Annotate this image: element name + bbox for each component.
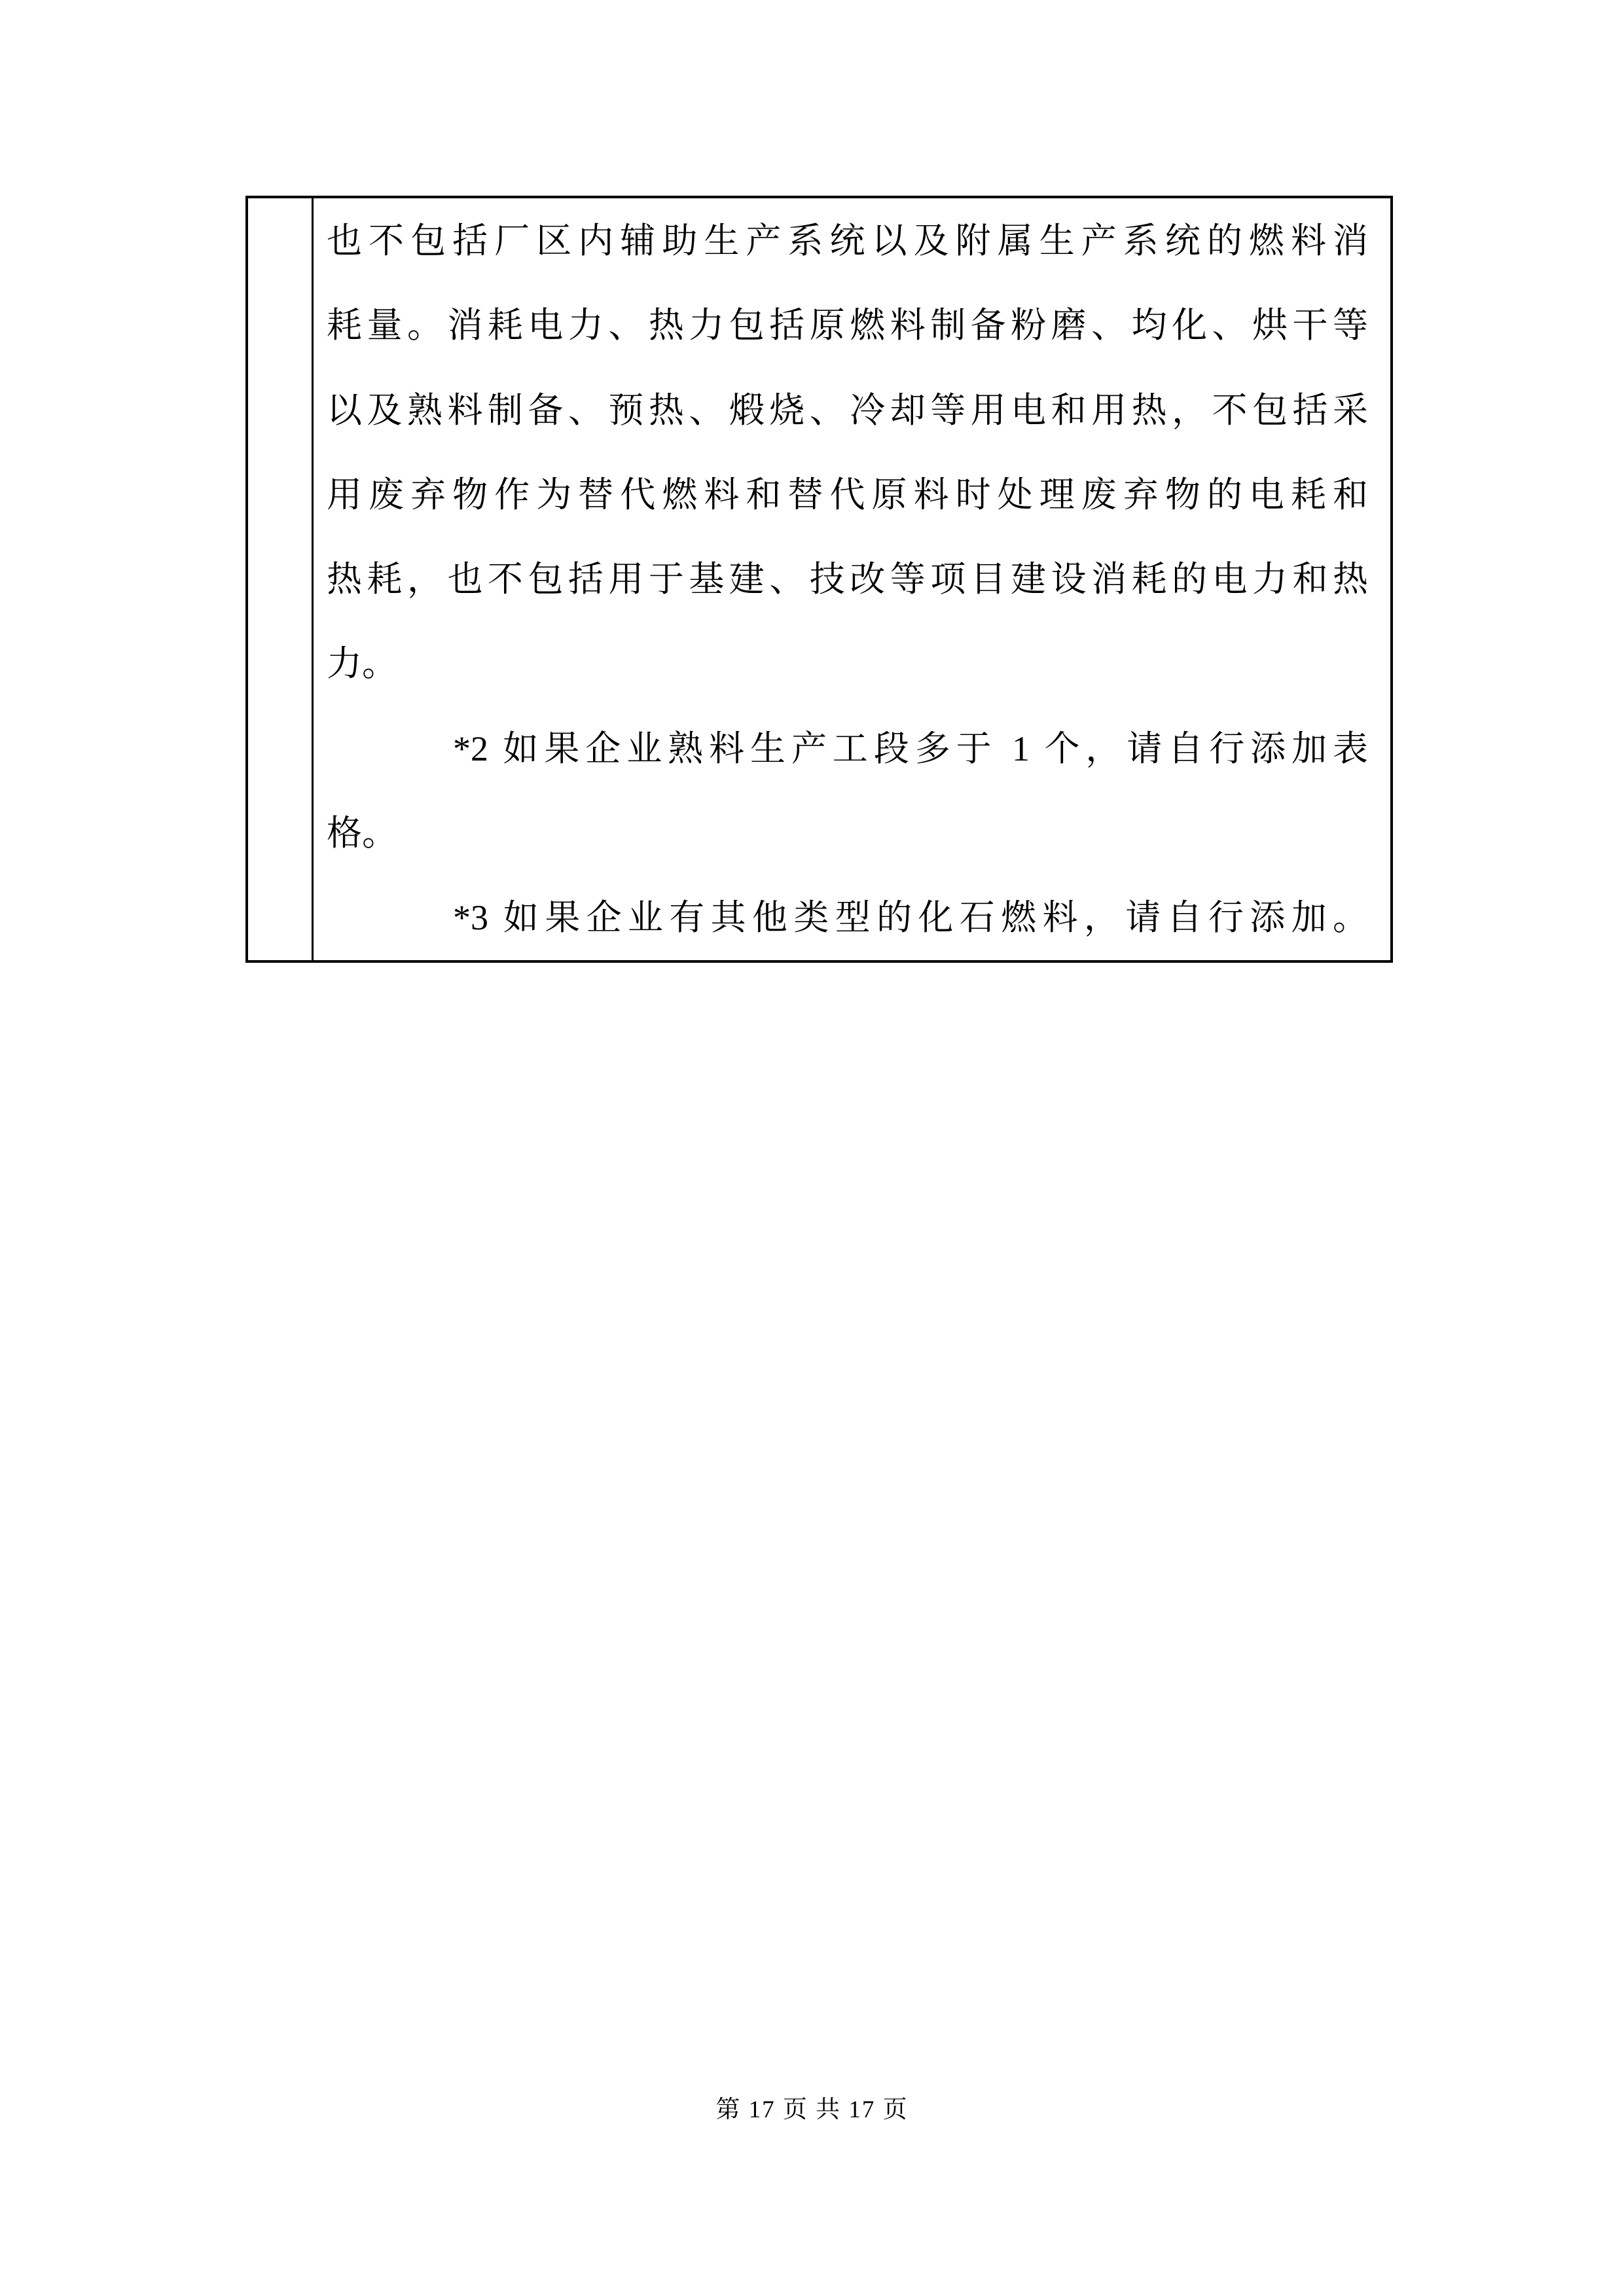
- note-line: 热耗，也不包括用于基建、技改等项目建设消耗的电力和热: [327, 560, 1368, 600]
- table-note-cell: [314, 198, 1390, 960]
- page-footer: [0, 2092, 1624, 2128]
- note-line: 耗量。消耗电力、热力包括原燃料制备粉磨、均化、烘干等: [327, 306, 1368, 346]
- notes-table: [245, 196, 1393, 963]
- note-line: 力。: [327, 644, 397, 684]
- page-number-text: 第 17 页 共 17 页: [715, 2096, 909, 2123]
- note-line: 以及熟料制备、预热、煅烧、冷却等用电和用热，不包括采: [327, 390, 1368, 430]
- note-line: 也不包括厂区内辅助生产系统以及附属生产系统的燃料消: [327, 221, 1368, 260]
- note-line-footnote-2: *2 如果企业熟料生产工段多于 1 个，请自行添加表: [453, 728, 1368, 768]
- note-line: 用废弃物作为替代燃料和替代原料时处理废弃物的电耗和: [327, 475, 1368, 514]
- table-left-cell: [248, 198, 314, 960]
- note-line: 格。: [327, 814, 397, 853]
- note-line-footnote-3: *3 如果企业有其他类型的化石燃料，请自行添加。: [453, 898, 1368, 938]
